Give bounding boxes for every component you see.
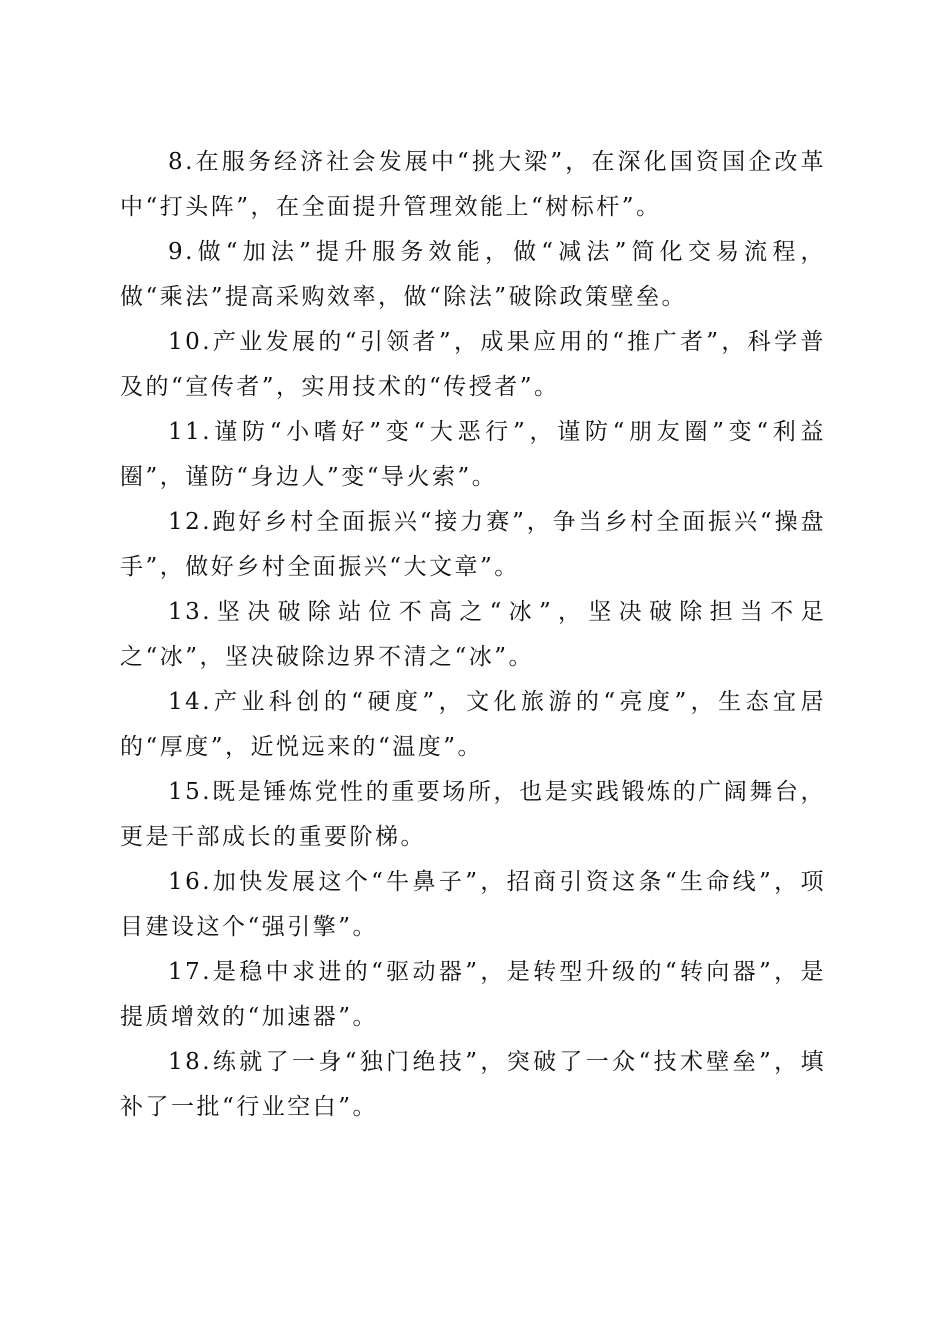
paragraph-item-16: 16.加快发展这个“牛鼻子”，招商引资这条“生命线”，项目建设这个“强引擎”。 bbox=[120, 869, 826, 940]
paragraph-item-12: 12.跑好乡村全面振兴“接力赛”，争当乡村全面振兴“操盘手”，做好乡村全面振兴“大文章”。 bbox=[120, 509, 826, 580]
paragraph-item-15: 15.既是锤炼党性的重要场所，也是实践锻炼的广阔舞台，更是干部成长的重要阶梯。 bbox=[120, 779, 826, 850]
document-body bbox=[120, 140, 826, 1130]
paragraph-item-11: 11.谨防“小嗜好”变“大恶行”，谨防“朋友圈”变“利益圈”，谨防“身边人”变“导火索”。 bbox=[120, 419, 826, 490]
paragraph-item-8: 8.在服务经济社会发展中“挑大梁”，在深化国资国企改革中“打头阵”，在全面提升管理效能上“树标杆”。 bbox=[120, 149, 826, 220]
paragraph-item-14: 14.产业科创的“硬度”，文化旅游的“亮度”，生态宜居的“厚度”，近悦远来的“温度”。 bbox=[120, 689, 826, 760]
paragraph-item-17: 17.是稳中求进的“驱动器”，是转型升级的“转向器”，是提质增效的“加速器”。 bbox=[120, 959, 826, 1030]
paragraph-item-10: 10.产业发展的“引领者”，成果应用的“推广者”，科学普及的“宣传者”，实用技术的“传授者”。 bbox=[120, 329, 826, 400]
paragraph-item-18: 18.练就了一身“独门绝技”，突破了一众“技术壁垒”，填补了一批“行业空白”。 bbox=[120, 1049, 826, 1120]
paragraph-item-9: 9.做“加法”提升服务效能，做“减法”简化交易流程，做“乘法”提高采购效率，做“除法”破除政策壁垒。 bbox=[120, 239, 826, 310]
paragraph-item-13: 13.坚决破除站位不高之“冰”，坚决破除担当不足之“冰”，坚决破除边界不清之“冰”。 bbox=[120, 599, 826, 670]
